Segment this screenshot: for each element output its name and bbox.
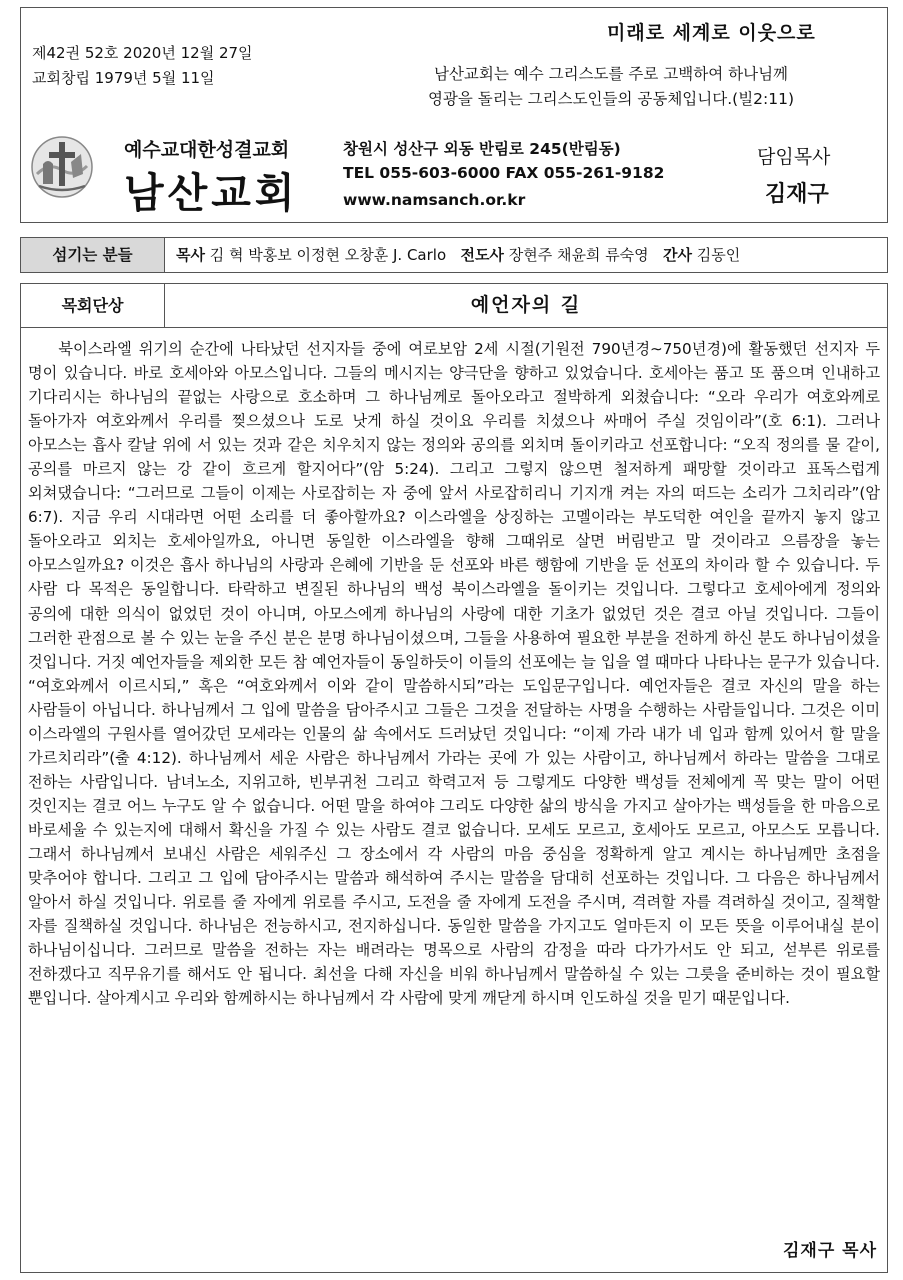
senior-pastor-name: 김재구: [765, 182, 829, 207]
secretary-name: 김동인: [696, 246, 741, 264]
issue-info: 제42권 52호 2020년 12월 27일: [32, 44, 253, 62]
column-signature: 김재구 목사: [782, 1241, 877, 1261]
evangelists-title: 전도사: [460, 246, 504, 264]
pastors-title: 목사: [176, 246, 205, 264]
ministers-list: [176, 238, 740, 272]
column-title: 예언자의 길: [470, 294, 582, 316]
church-slogan: 미래로 세계로 이웃으로: [607, 22, 816, 44]
motto-line-1: 남산교회는 예수 그리스도를 주로 고백하여 하나님께: [433, 65, 789, 83]
church-website[interactable]: www.namsanch.or.kr: [343, 191, 526, 209]
denomination: 예수교대한성결교회: [124, 139, 290, 161]
evangelists-names: 장현주 채윤희 류숙영: [508, 246, 649, 264]
bulletin-header: [20, 7, 888, 223]
ministers-row: [20, 237, 888, 273]
secretary-title: 간사: [662, 246, 692, 264]
church-phone-fax: TEL 055-603-6000 FAX 055-261-9182: [343, 164, 665, 182]
church-motto: [346, 62, 876, 112]
senior-pastor-title: 담임목사: [757, 146, 831, 168]
ministers-label: 섬기는 분들: [21, 238, 165, 272]
pastoral-column: [20, 283, 888, 1273]
column-header: [21, 284, 887, 328]
column-body: 북이스라엘 위기의 순간에 나타났던 선지자들 중에 여로보암 2세 시절(기원전 790년경∼750년경)에 활동했던 선지자 두 명이 있습니다. 바로 호세아와 아모스입니다. 그들의 메시지는 양극단을 향하고 있었습니다. 호세아는 품고 또 품으며 인내하고 기다리시는 하나님의 끝없는 사랑으로 호소하며 그 하나님께로 돌아오라고 절박하게 외쳤습니다: “오라 우리가 여호와께로 돌아가자 여호와께서 우리를 찢으셨으나 도로 낫게 하실 것이요 우리를 치셨으나 싸매어 주실 것임이라”(호 6:1). 그러나 아모스는 흡사 칼날 위에 서 있는 것과 같은 치우치지 않는 정의와 공의를 외치며 돌이키라고 선포합니다: “오직 정의를 물 같이, 공의를 마르지 않는 강 같이 흐르게 할지어다”(암 5:24). 그리고 그렇지 않으면 철저하게 패망할 것이라고 표독스럽게 외쳐댔습니다: “그러므로 그들이 이제는 사로잡히는 자 중에 앞서 사로잡히리니 기지개 켜는 자의 떠드는 소리가 그치리라”(암 6:7). 지금 우리 시대라면 어떤 소리를 더 좋아할까요? 이스라엘을 상징하는 고멜이라는 부도덕한 여인을 끝까지 놓지 않고 돌아오라고 외치는 호세아일까요, 아니면 동일한 이스라엘을 향해 그때위로 살면 버림받고 말 것이라고 으름장을 놓는 아모스일까요? 이것은 흡사 하나님의 사랑과 은혜에 기반을 둔 선포와 바른 행함에 기반을 둔 선포의 차이라 할 수 있습니다. 두 사람 다 목적은 동일합니다. 타락하고 변질된 하나님의 백성 북이스라엘을 돌이키는 것입니다. 그렇다고 호세아에게 정의와 공의에 대한 의식이 없었던 것이 아니며, 아모스에게 하나님의 사랑에 대한 기초가 없었던 것은 결코 아닐 것입니다. 그들이 그러한 관점으로 볼 수 있는 눈을 주신 분은 분명 하나님이셨으며, 그들을 사용하여 필요한 부분을 전하게 하신 분도 하나님이셨을 것입니다. 거짓 예언자들을 제외한 모든 참 예언자들이 동일하듯이 이들의 선포에는 늘 입을 열 때마다 나타나는 문구가 있습니다. “여호와께서 이르시되,” 혹은 “여호와께서 이와 같이 말씀하시되”라는 도입문구입니다. 예언자들은 결코 자신의 말을 하는 사람들이 아닙니다. 하나님께서 그 입에 말씀을 담아주시고 그들은 그것을 전달하는 사명을 수행하는 사람들입니다. 그것은 이미 이스라엘의 구원사를 열어갔던 모세라는 인물의 삶 속에서도 드러났던 것입니다: “이제 가라 내가 네 입과 함께 있어서 할 말을 가르치리라”(출 4:12). 하나님께서 세운 사람은 하나님께서 가라는 곳에 가 있는 사람이고, 하나님께서 하라는 말씀을 그대로 전하는 사람입니다. 남녀노소, 지위고하, 빈부귀천 그리고 학력고저 등 그렇게도 다양한 백성들 전체에게 꼭 맞는 말이 어떤 것인지는 결코 어느 누구도 알 수 없습니다. 어떤 말을 하여야 그리도 다양한 삶의 방식을 가지고 살아가는 백성들을 한 마음으로 바로세울 수 있는지에 대해서 확신을 가질 수 있는 사람도 결코 없습니다. 모세도 모르고, 호세아도 모르고, 아모스도 모릅니다. 그래서 하나님께서 보내신 사람은 세워주신 그 장소에서 각 사람의 마음 중심을 정확하게 알고 계시는 하나님께만 초점을 맞추어야 합니다. 그리고 그 입에 담아주시는 말씀과 해석하여 주시는 말씀을 담대히 선포하는 것입니다. 그 다음은 하나님께서 알아서 하실 것입니다. 위로를 줄 자에게 위로를 주시고, 도전을 줄 자에게 도전을 주시며, 격려할 자를 격려하실 것이고, 질책할 자를 질책하실 것입니다. 하나님은 전능하시고, 전지하십니다. 동일한 말씀을 가지고도 얼마든지 이 모든 뜻을 이루어내실 분이 하나님이십니다. 그러므로 말씀을 전하는 자는 배려라는 명목으로 사람의 감정을 따라 다가가서도 안 되고, 섣부른 위로를 전하겠다고 직무유기를 해서도 안 됩니다. 최선을 다해 자신을 비워 하나님께서 말씀하실 수 있는 그릇을 준비하는 것이 필요할 뿐입니다. 살아계시고 우리와 함께하시는 하나님께서 각 사람에 맞게 깨닫게 하시며 인도하실 것을 믿기 때문입니다.: [28, 340, 880, 1008]
motto-line-2: 영광을 돌리는 그리스도인들의 공동체입니다.(빌2:11): [427, 90, 795, 108]
church-address: 창원시 성산구 외동 반림로 245(반림동): [343, 140, 621, 158]
church-name: 남산교회: [124, 169, 299, 217]
church-cross-logo-icon: [29, 134, 95, 200]
founding-date: 교회창립 1979년 5월 11일: [32, 69, 215, 87]
column-label: 목회단상: [21, 284, 165, 327]
pastors-names: 김 혁 박홍보 이정현 오창훈 J. Carlo: [209, 246, 447, 264]
